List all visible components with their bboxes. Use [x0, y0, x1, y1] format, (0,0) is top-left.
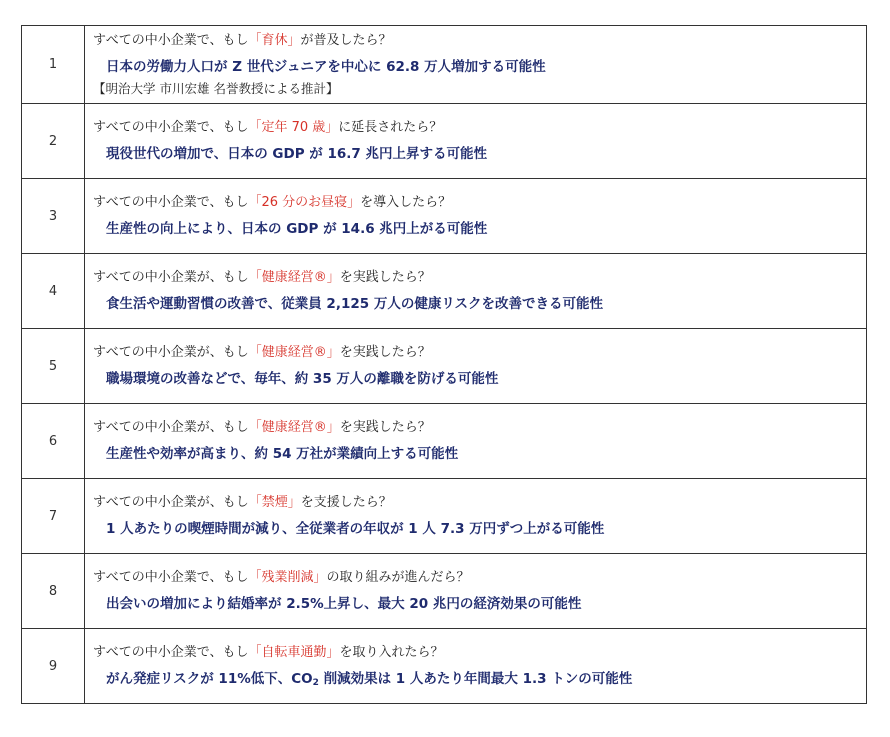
answer-line: 日本の労働力人口が Z 世代ジュニアを中心に 62.8 万人増加する可能性	[106, 59, 546, 75]
row-content	[85, 104, 867, 179]
table-row	[22, 26, 867, 104]
question-suffix: を実践したら？	[339, 344, 431, 360]
question-suffix: を導入したら？	[360, 194, 452, 210]
question-highlight: 「禁煙」	[248, 494, 301, 510]
question-prefix: すべての中小企業が、もし	[93, 344, 249, 360]
source-note: 【明治大学 市川宏雄 名誉教授による推計】	[93, 81, 339, 96]
question-suffix: に延長されたら？	[338, 119, 443, 135]
row-number: 5	[22, 329, 85, 404]
answer-line: 出会いの増加により結婚率が 2.5%上昇し、最大 20 兆円の経済効果の可能性	[106, 595, 582, 612]
question-highlight: 「健康経営®」	[248, 269, 340, 285]
question-line	[93, 193, 866, 213]
row-number: 3	[22, 179, 85, 254]
question-suffix: の取り組みが進んだら？	[326, 569, 470, 585]
question-suffix: を取り入れたら？	[339, 644, 444, 660]
question-prefix: すべての中小企業で、もし	[93, 194, 249, 210]
answer-line: 職場環境の改善などで、毎年、約 35 万人の離職を防げる可能性	[106, 370, 499, 387]
question-prefix: すべての中小企業が、もし	[93, 494, 249, 510]
answer-line: 生産性の向上により、日本の GDP が 14.6 兆円上がる可能性	[106, 220, 488, 237]
question-line	[93, 343, 866, 363]
question-line	[93, 493, 866, 513]
row-content	[85, 629, 867, 704]
row-number: 4	[22, 254, 85, 329]
table-row	[22, 179, 867, 254]
question-line	[93, 31, 866, 51]
question-suffix: を実践したら？	[339, 269, 431, 285]
question-line	[93, 118, 866, 138]
question-highlight: 「残業削減」	[248, 569, 327, 585]
table-row	[22, 104, 867, 179]
row-content	[85, 404, 867, 479]
answer-line: 生産性や効率が高まり、約 54 万社が業績向上する可能性	[106, 445, 459, 462]
row-number: 2	[22, 104, 85, 179]
question-prefix: すべての中小企業で、もし	[93, 33, 249, 48]
row-content	[85, 179, 867, 254]
answer-line: 食生活や運動習慣の改善で、従業員 2,125 万人の健康リスクを改善できる可能性	[106, 295, 604, 312]
co2-subscript: 2	[312, 677, 319, 688]
row-content	[85, 479, 867, 554]
answer-line: 現役世代の増加で、日本の GDP が 16.7 兆円上昇する可能性	[106, 145, 488, 162]
table-row	[22, 254, 867, 329]
question-line	[93, 568, 866, 588]
question-prefix: すべての中小企業で、もし	[93, 569, 249, 585]
table-row	[22, 479, 867, 554]
hypothesis-table	[21, 25, 867, 704]
question-line	[93, 418, 866, 438]
row-number: 9	[22, 629, 85, 704]
row-number: 6	[22, 404, 85, 479]
table-row	[22, 554, 867, 629]
question-highlight: 「自転車通勤」	[248, 644, 340, 660]
question-suffix: が普及したら？	[300, 33, 392, 48]
answer-line: 1 人あたりの喫煙時間が減り、全従業者の年収が 1 人 7.3 万円ずつ上がる可能性	[106, 520, 605, 537]
question-line	[93, 643, 866, 663]
question-line	[93, 268, 866, 288]
row-content	[85, 554, 867, 629]
question-prefix: すべての中小企業が、もし	[93, 269, 249, 285]
row-content	[85, 329, 867, 404]
question-highlight: 「育休」	[248, 33, 301, 48]
table-row	[22, 629, 867, 704]
question-suffix: を実践したら？	[339, 419, 431, 435]
table-row	[22, 329, 867, 404]
row-number: 1	[22, 26, 85, 104]
answer-line	[93, 668, 866, 690]
question-prefix: すべての中小企業が、もし	[93, 419, 249, 435]
answer-text-end: 削減効果は 1 人あたり年間最大 1.3 トンの可能性	[318, 670, 633, 687]
table-row	[22, 404, 867, 479]
question-highlight: 「定年 70 歳」	[248, 119, 339, 135]
row-number: 8	[22, 554, 85, 629]
question-prefix: すべての中小企業で、もし	[93, 119, 249, 135]
question-highlight: 「26 分のお昼寝」	[248, 194, 361, 210]
question-highlight: 「健康経営®」	[248, 344, 340, 360]
question-prefix: すべての中小企業で、もし	[93, 644, 249, 660]
answer-text-start: がん発症リスクが 11%低下、CO	[106, 670, 313, 687]
row-number: 7	[22, 479, 85, 554]
row-content	[85, 254, 867, 329]
question-highlight: 「健康経営®」	[248, 419, 340, 435]
row-content	[85, 26, 867, 104]
question-suffix: を支援したら？	[300, 494, 392, 510]
